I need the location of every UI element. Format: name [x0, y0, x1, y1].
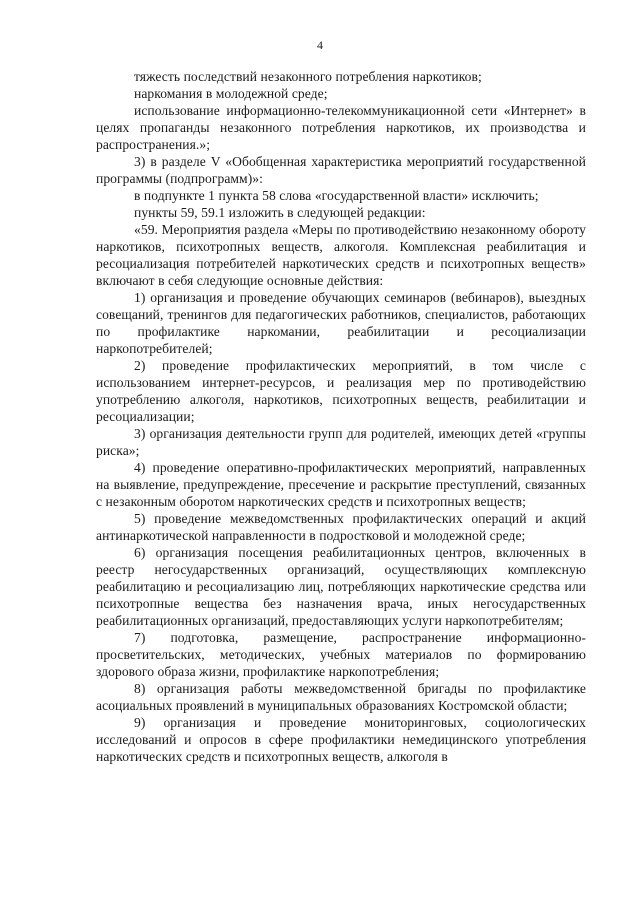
paragraph: 3) в разделе V «Обобщенная характеристика мероприятий государственной программы (подпрограмм)»: — [96, 154, 586, 186]
paragraph: 8) организация работы межведомственной бригады по профилактике асоциальных проявлений в муниципальных образованиях Костромской области; — [96, 681, 586, 713]
page-number: 4 — [317, 38, 323, 52]
paragraph: 9) организация и проведение мониторинговых, социологических исследований и опросов в сфере профилактики немедицинского употребления наркотических средств и психотропных веществ, алкоголя в — [96, 715, 586, 764]
document-body — [96, 68, 586, 765]
paragraph: использование информационно-телекоммуникационной сети «Интернет» в целях пропаганды незаконного потребления наркотиков, их производства и распространения.»; — [96, 103, 586, 152]
paragraph: 5) проведение межведомственных профилактических операций и акций антинаркотической направленности в подростковой и молодежной среде; — [96, 511, 586, 543]
paragraph: в подпункте 1 пункта 58 слова «государственной власти» исключить; — [134, 188, 539, 203]
paragraph: 1) организация и проведение обучающих семинаров (вебинаров), выездных совещаний, тренингов для педагогических работников, специалистов, работающих по профилактике наркомании, реабилитации и ресоциализации наркопотребителей; — [96, 290, 586, 356]
paragraph: наркомания в молодежной среде; — [134, 86, 328, 101]
paragraph: пункты 59, 59.1 изложить в следующей редакции: — [134, 205, 426, 220]
paragraph: 3) организация деятельности групп для родителей, имеющих детей «группы риска»; — [96, 426, 586, 458]
paragraph: тяжесть последствий незаконного потребления наркотиков; — [134, 69, 482, 84]
paragraph: «59. Мероприятия раздела «Меры по противодействию незаконному обороту наркотиков, психотропных веществ, алкоголя. Комплексная реабилитация и ресоциализация потребителей наркотических средств и психотропных веществ» включают в себя следующие основные действия: — [96, 222, 586, 288]
paragraph: 7) подготовка, размещение, распространение информационно-просветительских, методических, учебных материалов по формированию здорового образа жизни, профилактике наркопотребления; — [96, 630, 586, 679]
paragraph: 6) организация посещения реабилитационных центров, включенных в реестр негосударственных организаций, осуществляющих комплексную реабилитацию и ресоциализацию лиц, потребляющих наркотические средства или психотропные вещества без назначения врача, иных негосударственных реабилитационных организаций, предоставляющих услуги наркопотребителям; — [96, 545, 586, 628]
paragraph: 4) проведение оперативно-профилактических мероприятий, направленных на выявление, предупреждение, пресечение и раскрытие преступлений, связанных с незаконным оборотом наркотических средств и психотропных веществ; — [96, 460, 586, 509]
paragraph: 2) проведение профилактических мероприятий, в том числе с использованием интернет-ресурсов, и реализация мер по противодействию употреблению алкоголя, наркотиков, психотропных веществ, реабилитации и ресоциализации; — [96, 358, 586, 424]
